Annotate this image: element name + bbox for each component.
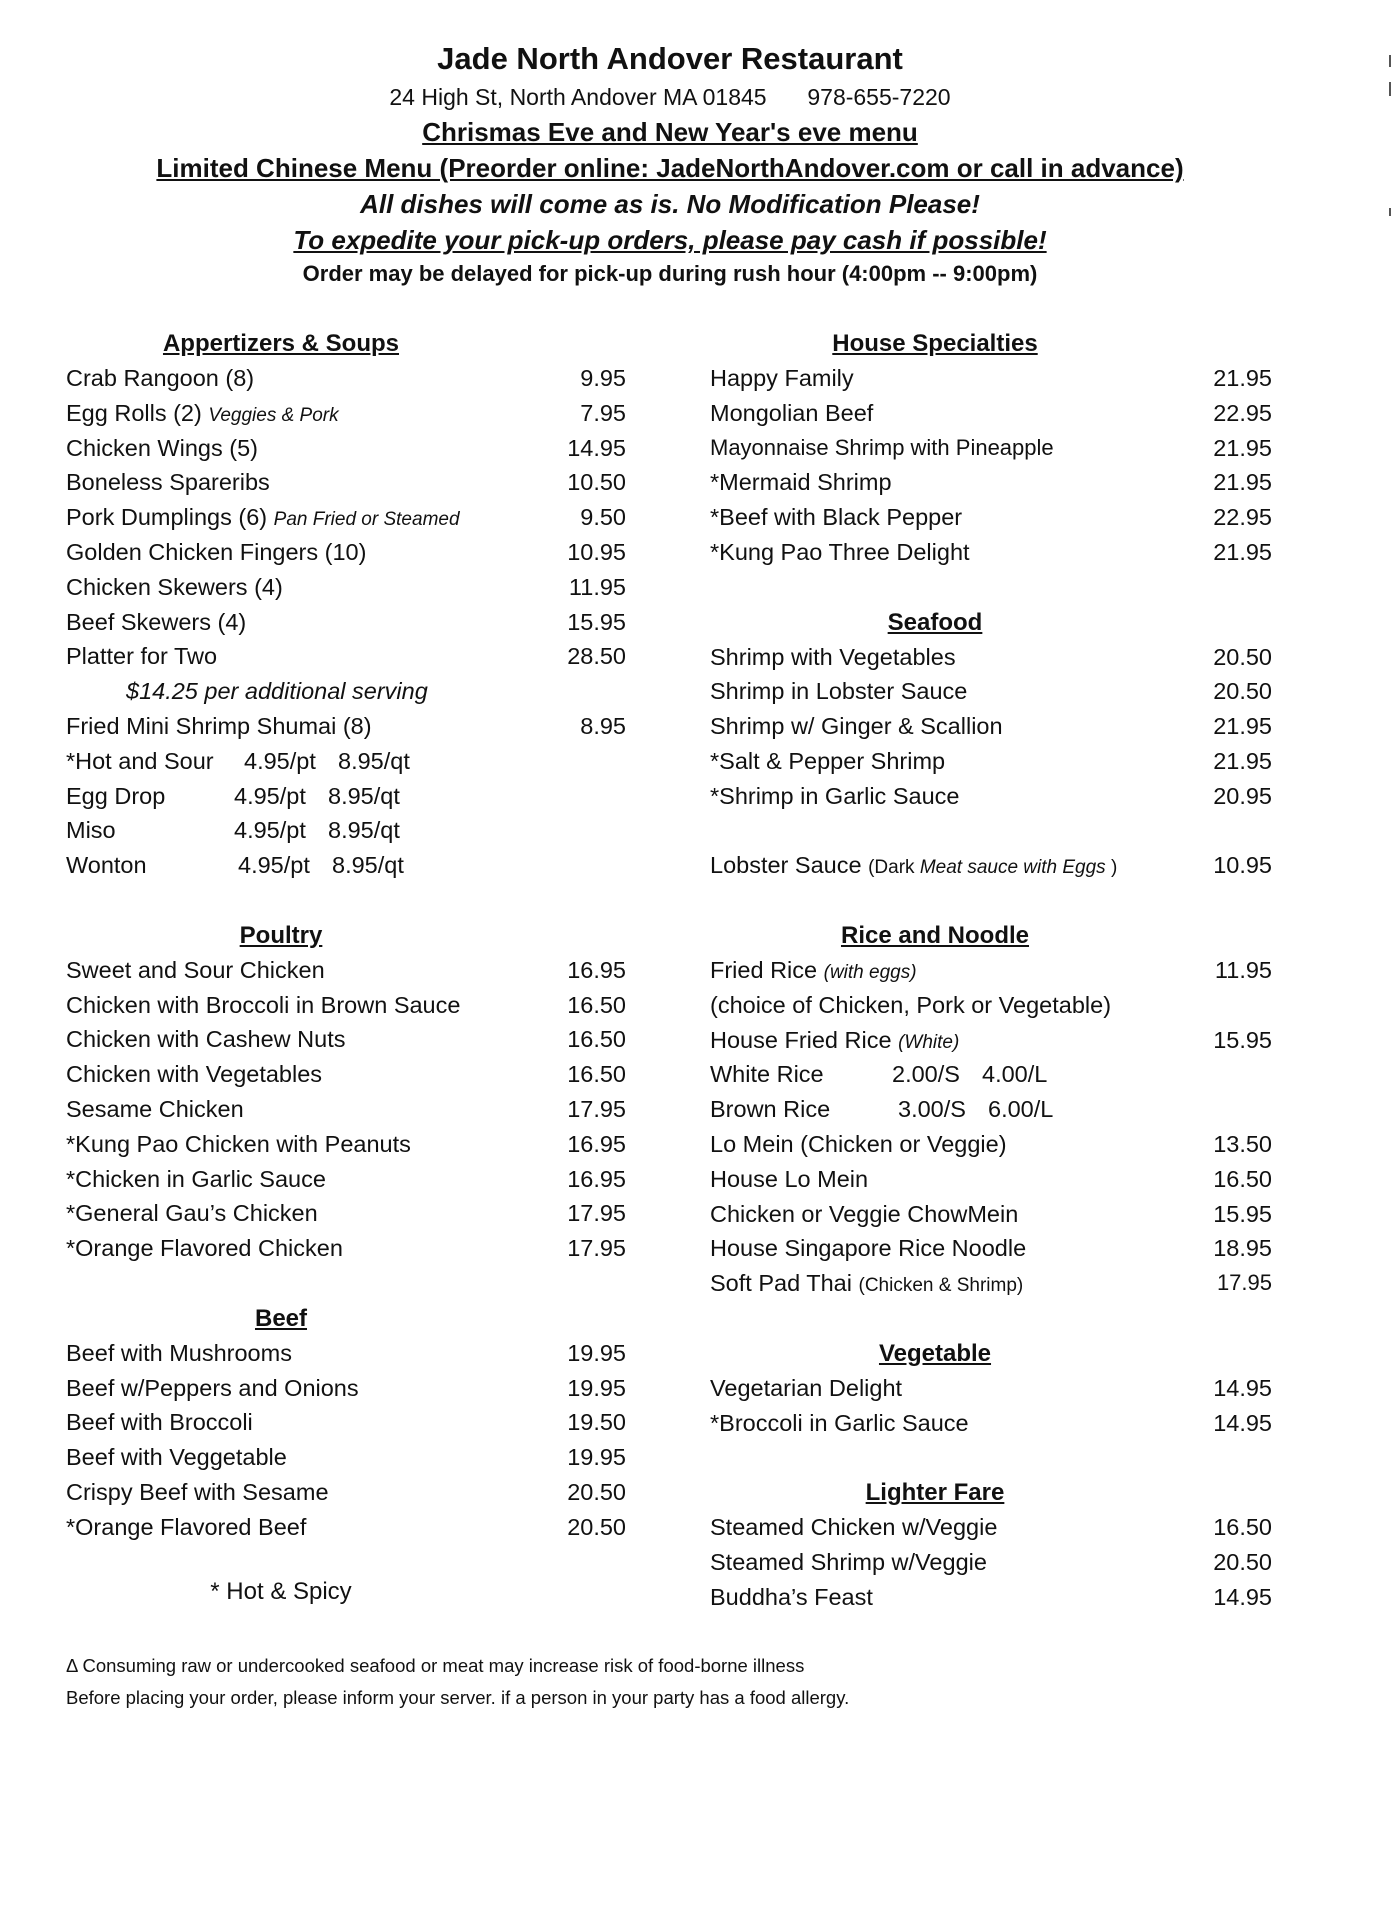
event-title: Chrismas Eve and New Year's eve menu: [422, 117, 918, 147]
menu-item: Shrimp w/ Ginger & Scallion 21.95: [710, 713, 1272, 740]
left-column: [66, 326, 636, 1545]
menu-item: Vegetarian Delight 14.95: [710, 1374, 1272, 1401]
menu-item-brown-rice: Brown Rice 3.00/S 6.00/L: [710, 1096, 1054, 1123]
soup-item: Wonton 4.95/pt 8.95/qt: [66, 852, 404, 879]
item-note: Veggies & Pork: [208, 404, 339, 426]
menu-item: Golden Chicken Fingers (10) 10.95: [66, 538, 626, 565]
section-title-rice-noodle: Rice and Noodle: [840, 921, 1030, 949]
item-note: (Chicken & Shrimp): [858, 1275, 1024, 1297]
soup-item: *Hot and Sour 4.95/pt 8.95/qt: [66, 747, 410, 774]
menu-item: Boneless Spareribs 10.50: [66, 469, 626, 496]
menu-item: Platter for Two 28.50: [66, 643, 626, 670]
item-note: (with eggs): [823, 961, 917, 983]
menu-item: Steamed Shrimp w/Veggie 20.50: [710, 1548, 1272, 1575]
menu-item: Beef w/Peppers and Onions 19.95: [66, 1374, 626, 1401]
menu-item: Happy Family 21.95: [710, 365, 1272, 391]
menu-item: *Chicken in Garlic Sauce 16.95: [66, 1165, 626, 1192]
menu-note: Limited Chinese Menu (Preorder online: JadeNorthAndover.com or call in advance): [156, 153, 1184, 183]
menu-item: Shrimp with Vegetables 20.50: [710, 643, 1272, 670]
menu-item: Beef with Broccoli 19.50: [66, 1409, 626, 1436]
menu-item: *General Gau’s Chicken 17.95: [66, 1200, 626, 1227]
menu-item: House Lo Mein 16.50: [710, 1165, 1272, 1192]
menu-item: *Beef with Black Pepper 22.95: [710, 504, 1272, 531]
fried-rice-choice: (choice of Chicken, Pork or Vegetable): [710, 991, 1112, 1018]
menu-item: Chicken with Vegetables 16.50: [66, 1061, 626, 1088]
menu-item: Egg Rolls (2) Veggies & Pork 7.95: [66, 399, 626, 426]
menu-item: Mayonnaise Shrimp with Pineapple 21.95: [710, 434, 1272, 461]
platter-note: $14.25 per additional serving: [126, 678, 428, 705]
menu-item-white-rice: White Rice 2.00/S 4.00/L: [710, 1061, 1048, 1088]
menu-item: Chicken with Cashew Nuts 16.50: [66, 1026, 626, 1053]
menu-item: *Shrimp in Garlic Sauce 20.95: [710, 782, 1272, 809]
soup-item: Miso 4.95/pt 8.95/qt: [66, 817, 400, 844]
menu-item: Chicken or Veggie ChowMein 15.95: [710, 1200, 1272, 1227]
menu-item: Beef with Veggetable 19.95: [66, 1444, 626, 1471]
soup-item: Egg Drop 4.95/pt 8.95/qt: [66, 782, 400, 809]
menu-item: Sesame Chicken 17.95: [66, 1095, 626, 1122]
menu-item: Chicken Skewers (4) 11.95: [66, 573, 626, 600]
menu-item: Chicken with Broccoli in Brown Sauce 16.50: [66, 991, 626, 1018]
hot-spicy-legend: * Hot & Spicy: [210, 1578, 352, 1605]
section-title-house-specialties: House Specialties: [832, 330, 1038, 357]
menu-header: [0, 38, 1340, 290]
section-title-poultry: Poultry: [239, 921, 323, 949]
no-modification-note: All dishes will come as is. No Modification Please!: [360, 189, 980, 219]
menu-item: Crispy Beef with Sesame 20.50: [66, 1478, 626, 1505]
menu-item: House Fried Rice (White) 15.95: [710, 1026, 1272, 1053]
allergy-notice: Before placing your order, please inform your server. if a person in your party has a food allergy.: [66, 1687, 850, 1708]
address: 24 High St, North Andover MA 01845: [389, 84, 767, 110]
menu-item: Crab Rangoon (8) 9.95: [66, 365, 626, 391]
scan-mark: [1389, 82, 1391, 96]
menu-item: House Singapore Rice Noodle 18.95: [710, 1235, 1272, 1262]
item-note: Pan Fried or Steamed: [273, 509, 460, 531]
menu-item: *Broccoli in Garlic Sauce 14.95: [710, 1409, 1272, 1436]
section-title-beef: Beef: [254, 1304, 308, 1332]
menu-item: Pork Dumplings (6) Pan Fried or Steamed 9.50: [66, 504, 626, 531]
item-note: (Dark Meat sauce with Eggs ): [868, 857, 1118, 879]
menu-item: Beef Skewers (4) 15.95: [66, 608, 626, 635]
cash-note: To expedite your pick-up orders, please pay cash if possible!: [293, 225, 1047, 255]
menu-item: *Salt & Pepper Shrimp 21.95: [710, 747, 1272, 774]
phone: 978-655-7220: [807, 84, 951, 110]
scan-mark: [1389, 208, 1391, 216]
menu-item: Lo Mein (Chicken or Veggie) 13.50: [710, 1130, 1272, 1157]
menu-item: Beef with Mushrooms 19.95: [66, 1339, 626, 1366]
restaurant-name: Jade North Andover Restaurant: [437, 41, 903, 76]
menu-item: Shrimp in Lobster Sauce 20.50: [710, 678, 1272, 705]
menu-footer: [66, 1650, 1266, 1714]
menu-item: Soft Pad Thai (Chicken & Shrimp) 17.95: [710, 1270, 1272, 1297]
section-title-vegetable: Vegetable: [878, 1339, 992, 1367]
menu-item: Buddha’s Feast 14.95: [710, 1583, 1272, 1610]
address-line: [0, 80, 1340, 114]
section-title-seafood: Seafood: [887, 608, 983, 636]
menu-item: Fried Mini Shrimp Shumai (8) 8.95: [66, 712, 626, 739]
delay-note: Order may be delayed for pick-up during rush hour (4:00pm -- 9:00pm): [302, 261, 1038, 286]
menu-item: Sweet and Sour Chicken 16.95: [66, 956, 626, 983]
item-note: (White): [898, 1031, 960, 1053]
section-title-lighter-fare: Lighter Fare: [865, 1479, 1005, 1507]
menu-item: *Orange Flavored Beef 20.50: [66, 1513, 626, 1540]
scan-mark: [1389, 55, 1391, 67]
menu-item: Mongolian Beef 22.95: [710, 399, 1272, 426]
right-column: [710, 326, 1275, 1615]
menu-item-lobster-sauce: Lobster Sauce (Dark Meat sauce with Eggs ) 10.95: [710, 852, 1272, 879]
raw-food-warning: Δ Consuming raw or undercooked seafood or meat may increase risk of food-borne illness: [66, 1655, 805, 1676]
menu-item: Steamed Chicken w/Veggie 16.50: [710, 1514, 1272, 1541]
menu-item: *Mermaid Shrimp 21.95: [710, 469, 1272, 496]
menu-item: *Orange Flavored Chicken 17.95: [66, 1235, 626, 1262]
menu-item: Chicken Wings (5) 14.95: [66, 434, 626, 461]
section-title-appetizers: Appertizers & Soups: [162, 330, 400, 357]
menu-item: *Kung Pao Chicken with Peanuts 16.95: [66, 1130, 626, 1157]
menu-item: *Kung Pao Three Delight 21.95: [710, 538, 1272, 565]
menu-item: Fried Rice (with eggs) 11.95: [710, 956, 1272, 983]
